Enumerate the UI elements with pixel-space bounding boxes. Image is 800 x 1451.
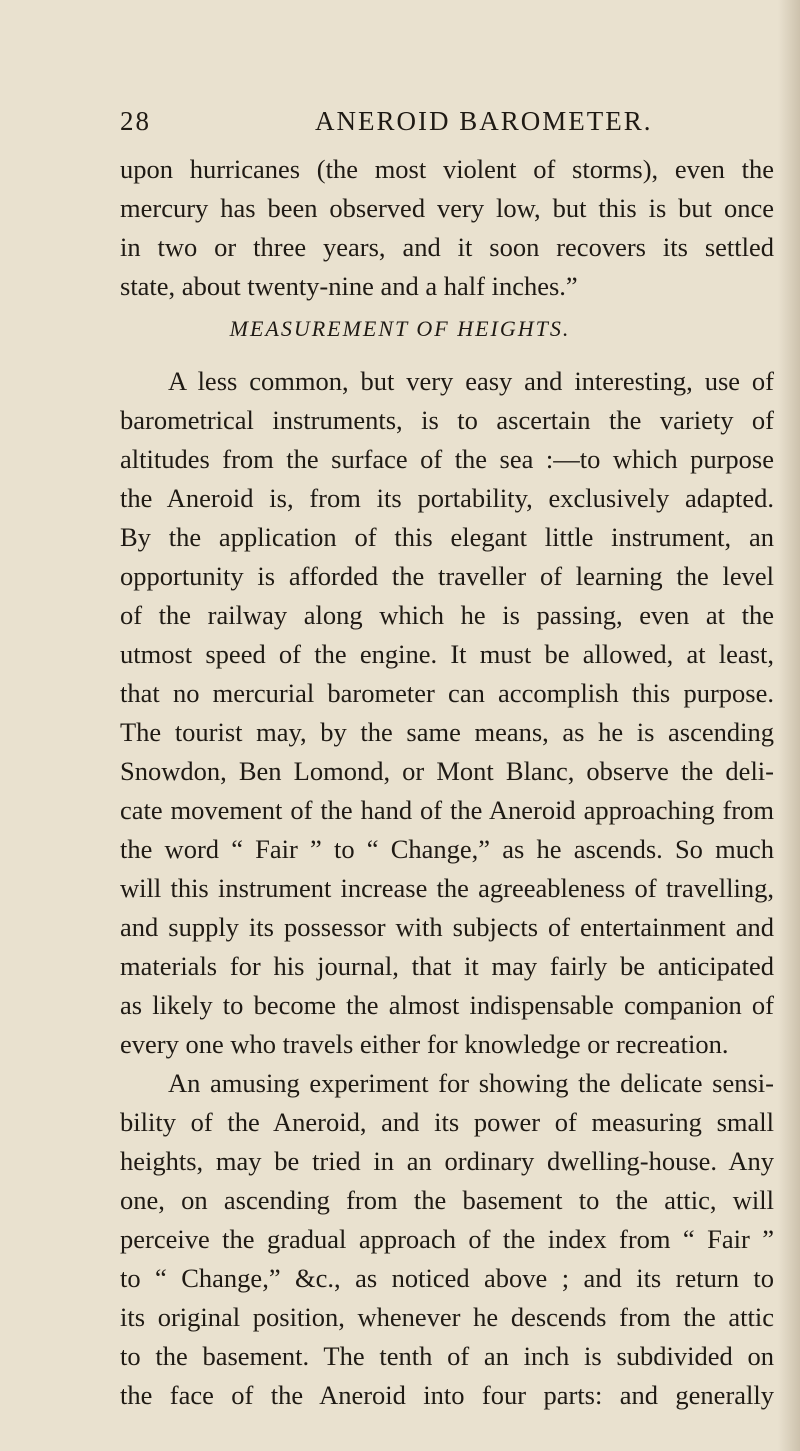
text-line: An amusing experiment for showing the delicate sensi-	[168, 1068, 774, 1098]
text-line: Snowdon, Ben Lomond, or Mont Blanc, observe the deli-	[120, 756, 774, 786]
text-line: every one who travels either for knowledge or recreation.	[120, 1029, 729, 1059]
text-line: A less common, but very easy and interesting, use of	[168, 366, 774, 396]
text-line: cate movement of the hand of the Aneroid approaching from	[120, 795, 774, 825]
text-line: barometrical instruments, is to ascertain the variety of	[120, 405, 774, 435]
text-line: perceive the gradual approach of the index from “ Fair ”	[120, 1224, 774, 1254]
text-line: the word “ Fair ” to “ Change,” as he ascends. So much	[120, 834, 774, 864]
text-line: the Aneroid is, from its portability, exclusively adapted.	[120, 483, 774, 513]
text-line: altitudes from the surface of the sea :—to which purpose	[120, 444, 774, 474]
text-line: By the application of this elegant little instrument, an	[120, 522, 774, 552]
text-line: that no mercurial barometer can accomplish this purpose.	[120, 678, 774, 708]
page-header	[120, 106, 780, 146]
text-line: the face of the Aneroid into four parts: and generally	[120, 1380, 774, 1410]
running-head: ANEROID BAROMETER.	[315, 106, 653, 136]
text-line: will this instrument increase the agreeableness of travelling,	[120, 873, 774, 903]
text-line: state, about twenty-nine and a half inches.”	[120, 271, 578, 301]
text-line: utmost speed of the engine. It must be allowed, at least,	[120, 639, 774, 669]
text-line: materials for his journal, that it may fairly be anticipated	[120, 951, 774, 981]
section-heading: MEASUREMENT OF HEIGHTS.	[229, 316, 571, 341]
text-line: heights, may be tried in an ordinary dwelling-house. Any	[120, 1146, 774, 1176]
text-line: opportunity is afforded the traveller of learning the level	[120, 561, 774, 591]
text-line: to the basement. The tenth of an inch is subdivided on	[120, 1341, 774, 1371]
text-line: The tourist may, by the same means, as he is ascending	[120, 717, 774, 747]
text-line: its original position, whenever he descends from the attic	[120, 1302, 774, 1332]
text-line: one, on ascending from the basement to the attic, will	[120, 1185, 774, 1215]
page-number: 28	[120, 106, 151, 136]
text-line: of the railway along which he is passing, even at the	[120, 600, 774, 630]
text-line: upon hurricanes (the most violent of storms), even the	[120, 154, 774, 184]
text-line: to “ Change,” &c., as noticed above ; and its return to	[120, 1263, 774, 1293]
text-line: mercury has been observed very low, but this is but once	[120, 193, 774, 223]
text-line: as likely to become the almost indispensable companion of	[120, 990, 774, 1020]
page-edge-shadow	[778, 0, 800, 1451]
text-line: in two or three years, and it soon recovers its settled	[120, 232, 774, 262]
text-line: and supply its possessor with subjects of entertainment and	[120, 912, 774, 942]
text-line: bility of the Aneroid, and its power of measuring small	[120, 1107, 774, 1137]
